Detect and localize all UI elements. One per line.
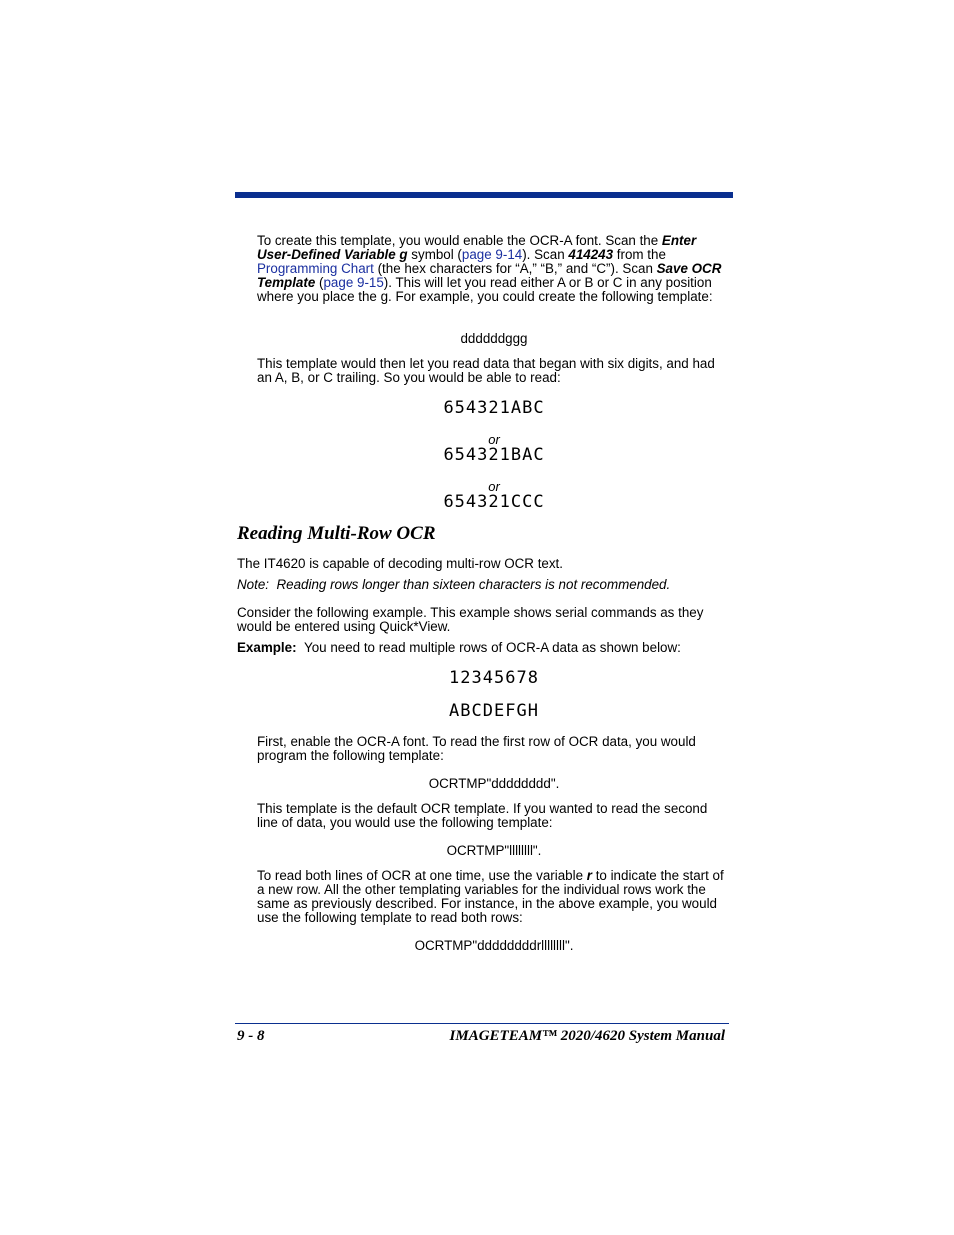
text-span: To read both lines of OCR at one time, use the variable [257,868,587,883]
footer-rule [235,1023,729,1024]
or-separator: or [488,479,500,494]
or-separator: or [488,432,500,447]
ocr-sample: 654321CCC [443,492,545,512]
paragraph [257,869,729,925]
bold-term: r [586,868,592,883]
section-heading: Reading Multi-Row OCR [237,523,436,544]
page-link[interactable]: page 9-14 [461,247,523,262]
note-text: Reading rows longer than sixteen characters is not recommended. [276,577,671,592]
ocr-sample: 654321BAC [443,445,545,465]
page-link[interactable]: page 9-15 [323,275,384,290]
text-span: from the [613,247,666,262]
header-rule [235,192,733,198]
bold-term: Save OCR Template [257,261,722,290]
bold-term: 414243 [568,247,614,262]
intro-paragraph [257,234,729,304]
manual-title: IMAGETEAM™ 2020/4620 System Manual [449,1028,725,1044]
paragraph: First, enable the OCR-A font. To read the first row of OCR data, you would program the following template: [257,734,696,763]
template-example: OCRTMP"dddddddd". [428,776,560,791]
text-span: ( [315,275,324,290]
note-label: Note: [237,577,270,592]
text-span: (the hex characters for “A,” “B,” and “C”). Scan [373,261,657,276]
ocr-sample: 654321ABC [443,398,545,418]
template-example: OCRTMP"ddddddddrllllllll". [414,938,574,953]
ocr-row: 12345678 [449,668,539,688]
text-span: to indicate the start of a new row. All the other templating variables for the individual rows work the same as previously described. For instance, in the above example, you would use the following template to read both rows: [257,868,724,925]
text-span: ). This will let you read either A or B or C in any position where you place the g. For example, you could create the following template: [257,275,713,304]
paragraph: This template is the default OCR template. If you wanted to read the second line of data, you would use the following template: [257,801,708,830]
paragraph: This template would then let you read data that began with six digits, and had an A, B, or C trailing. So you would be able to read: [257,356,715,385]
programming-chart-link[interactable]: Programming Chart [257,261,374,276]
template-example: ddddddggg [460,331,528,346]
paragraph: The IT4620 is capable of decoding multi-row OCR text. [237,556,563,571]
bold-term: Enter User-Defined Variable g [257,233,697,262]
example-text: You need to read multiple rows of OCR-A data as shown below: [304,640,681,655]
page-number: 9 - 8 [237,1028,265,1044]
example-line [237,641,729,655]
template-example: OCRTMP"llllllll". [446,843,542,858]
text-span: To create this template, you would enable the OCR-A font. Scan the [257,233,662,248]
paragraph: Consider the following example. This example shows serial commands as they would be entered using Quick*View. [237,605,704,634]
note [237,578,729,592]
text-span: symbol ( [407,247,462,262]
text-span: ). Scan [522,247,569,262]
example-label: Example: [237,640,297,655]
ocr-row: ABCDEFGH [449,701,539,721]
